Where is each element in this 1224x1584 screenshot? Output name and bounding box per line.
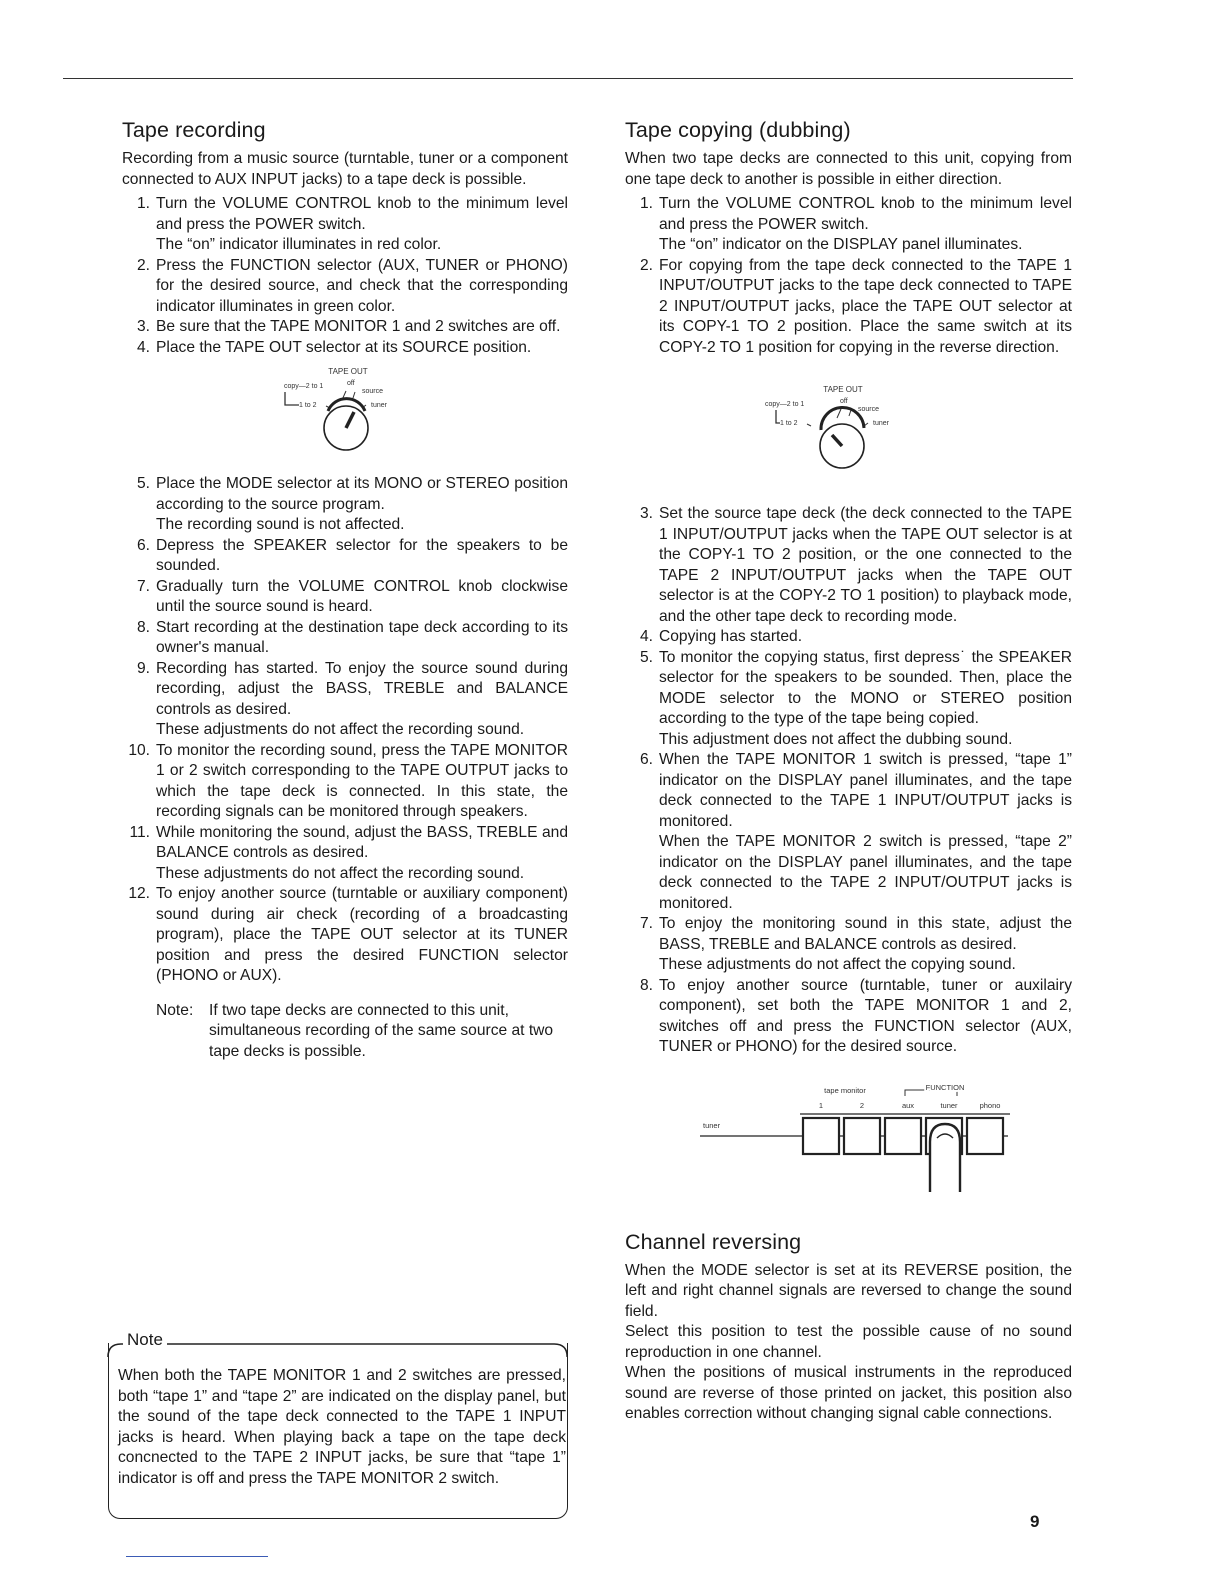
step-number: 6. — [136, 536, 150, 554]
step-text: To monitor the recording sound, press the TAPE MONITOR 1 or 2 switch corresponding to the TAPE OUTPUT jacks to which the tape deck is connected. In this state, the recording signals can be monitored through speakers. — [156, 741, 568, 820]
step-text: Depress the SPEAKER selector for the speakers to be sounded. — [156, 536, 568, 574]
knob-copy12: 1 to 2 — [299, 402, 317, 409]
step-text: To monitor the copying status, first depress˙ the SPEAKER selector for the speakers to be sounded. Then, place the MODE selector to the MONO or STEREO position according to the type of the tape being copied. — [659, 648, 1072, 727]
step-item — [625, 627, 1072, 648]
step-number: 12. — [128, 885, 150, 902]
step-item — [122, 317, 568, 338]
panel-aux: aux — [901, 1100, 915, 1110]
step-item — [122, 194, 568, 256]
step-number: 4. — [136, 338, 150, 356]
panel-function: FUNCTION — [925, 1082, 965, 1092]
knob-source-r: source — [858, 406, 880, 413]
panel-left-label: tuner — [703, 1120, 721, 1130]
tape-out-knob-figure-right — [625, 358, 1072, 504]
left-column — [122, 118, 568, 1062]
note-box-text: When both the TAPE MONITOR 1 and 2 switches are pressed, both “tape 1” and “tape 2” are indicated on the display panel, but the sound of the tape deck connected to the TAPE 1 INPUT jacks is heard. When playing back a tape on the tape deck concnected to the TAPE 2 INPUT jacks, be sure that “tape 1” indicator is off and press the TAPE MONITOR 2 switch. — [118, 1367, 566, 1487]
right-column — [625, 118, 1072, 1425]
step-text: Turn the VOLUME CONTROL knob to the minimum level and press the POWER switch. — [659, 195, 1072, 233]
step-subtext: These adjustments do not affect the copying sound. — [659, 956, 1016, 973]
step-text: Gradually turn the VOLUME CONTROL knob clockwise until the source sound is heard. — [156, 577, 568, 615]
step-item — [122, 659, 568, 741]
tape-recording-intro: Recording from a music source (turntable, tuner or a component connected to AUX INPUT jacks) to a tape deck is possible. — [122, 150, 568, 188]
channel-para-2: Select this position to test the possible cause of no sound reproduction in one channel. — [625, 1323, 1072, 1361]
step-number: 3. — [136, 318, 150, 335]
knob-title: TAPE OUT — [328, 367, 368, 376]
step-text: For copying from the tape deck connected to the TAPE 1 INPUT/OUTPUT jacks to the tape deck connected to TAPE 2 INPUT/OUTPUT jacks, place the TAPE OUT selector at its COPY-1 TO 2 position. Place the same switch at its COPY-2 TO 1 position for copying in the reverse direction. — [659, 256, 1072, 356]
knob-copy21-r: copy—2 to 1 — [765, 401, 805, 408]
note-box — [108, 1330, 568, 1519]
step-number: 8. — [639, 976, 653, 994]
step-number: 10. — [128, 741, 150, 759]
step-number: 2. — [136, 256, 150, 274]
channel-reversing-heading: Channel reversing — [625, 1229, 802, 1254]
knob-off-r: off — [840, 398, 848, 405]
panel-1: 1 — [818, 1100, 824, 1110]
step-number: 6. — [639, 751, 653, 768]
step-text: Start recording at the destination tape deck according to its owner's manual. — [156, 618, 568, 656]
tape-out-knob-diagram — [122, 358, 568, 474]
step-number: 4. — [639, 628, 653, 645]
step-subtext: The “on” indicator illuminates in red color. — [156, 236, 442, 253]
step-item — [625, 256, 1072, 359]
step-number: 1. — [639, 195, 653, 212]
step-item — [122, 577, 568, 618]
channel-para-3: When the positions of musical instruments in the reproduced sound are reverse of those printed on jacket, this position also enables correction without changing signal cable connections. — [625, 1364, 1072, 1422]
step-number: 7. — [136, 577, 150, 595]
tape-recording-steps-a — [122, 194, 568, 358]
step-number: 2. — [639, 256, 653, 274]
tape-monitor-panel-figure — [625, 1072, 1072, 1228]
step-number: 7. — [639, 915, 653, 932]
step-text: To enjoy the monitoring sound in this state, adjust the BASS, TREBLE and BALANCE controls as desired. — [659, 915, 1072, 953]
note-box-title: Note — [123, 1330, 167, 1350]
tape-recording-heading: Tape recording — [122, 118, 266, 142]
step-text: Place the MODE selector at its MONO or STEREO position according to the source program. — [156, 475, 568, 513]
step-number: 8. — [136, 618, 150, 636]
panel-tuner: tuner — [940, 1100, 958, 1110]
step-text: Set the source tape deck (the deck connected to the TAPE 1 INPUT/OUTPUT jacks when the TAPE OUT selector is at the COPY-1 TO 2 position, or the one connected to the TAPE 2 INPUT/OUTPUT jacks when the TAPE OUT selector is at the COPY-2 TO 1 position) to playback mode, and the other tape deck to recording mode. — [659, 505, 1072, 625]
step-subtext: These adjustments do not affect the recording sound. — [156, 864, 525, 882]
step-text: When the TAPE MONITOR 1 switch is pressed, “tape 1” indicator on the DISPLAY panel illuminates, and the tape deck connected to the TAPE 1 INPUT/OUTPUT jacks is monitored. — [659, 751, 1072, 830]
step-text: Turn the VOLUME CONTROL knob to the minimum level and press the POWER switch. — [156, 195, 568, 233]
step-text: Recording has started. To enjoy the source sound during recording, adjust the BASS, TREBLE and BALANCE controls as desired. — [156, 659, 568, 718]
note-label: Note: — [156, 1001, 194, 1019]
channel-reversing-body — [625, 1261, 1072, 1425]
step-item — [122, 338, 568, 359]
tape-monitor-panel-diagram — [625, 1072, 1072, 1228]
step-item — [625, 504, 1072, 627]
tape-copying-heading: Tape copying (dubbing) — [625, 118, 851, 142]
page-number: 9 — [1030, 1512, 1040, 1531]
step-item — [625, 194, 1072, 256]
tape-out-knob-diagram-copy — [625, 358, 1072, 504]
step-item — [122, 884, 568, 987]
step-item — [122, 823, 568, 885]
step-item — [122, 741, 568, 823]
panel-2: 2 — [859, 1100, 865, 1110]
tape-copying-steps-b — [625, 504, 1072, 1058]
step-text: Be sure that the TAPE MONITOR 1 and 2 switches are off. — [156, 318, 561, 335]
tape-out-knob-figure-left — [122, 358, 568, 474]
step-number: 5. — [136, 475, 150, 492]
knob-source: source — [362, 388, 384, 395]
step-number: 11. — [129, 823, 150, 841]
step-text: To enjoy another source (turntable, tuner or auxilairy component), set both the TAPE MONITOR 1 and 2, switches off and press the FUNCTION selector (AUX, TUNER or PHONO) for the desired source. — [659, 976, 1072, 1055]
step-text: Press the FUNCTION selector (AUX, TUNER or PHONO) for the desired source, and check that the corresponding indicator illuminates in green color. — [156, 256, 568, 315]
bottom-rule — [126, 1556, 268, 1557]
knob-copy21: copy—2 to 1 — [284, 383, 324, 390]
tape-recording-steps-b — [122, 474, 568, 987]
step-subtext: These adjustments do not affect the recording sound. — [156, 721, 525, 738]
step-subtext: The recording sound is not affected. — [156, 516, 405, 533]
step-item — [122, 618, 568, 659]
step-text: Place the TAPE OUT selector at its SOURCE position. — [156, 338, 532, 356]
top-rule — [63, 78, 1073, 79]
knob-copy12-r: 1 to 2 — [780, 420, 798, 427]
step-number: 9. — [136, 659, 150, 677]
step-item — [625, 648, 1072, 751]
knob-tuner-r: tuner — [873, 420, 889, 427]
note-box-top-border — [107, 1343, 568, 1357]
step-item — [625, 976, 1072, 1058]
panel-phono: phono — [979, 1100, 1001, 1110]
step-subtext: This adjustment does not affect the dubbing sound. — [659, 730, 1013, 748]
note-text: If two tape decks are connected to this unit, simultaneous recording of the same source at two tape decks is possible. — [209, 1001, 554, 1060]
step-item — [122, 256, 568, 318]
knob-tuner: tuner — [371, 402, 387, 409]
step-subtext: When the TAPE MONITOR 2 switch is pressed, “tape 2” indicator on the DISPLAY panel illuminates, and the tape deck connected to the TAPE 2 INPUT/OUTPUT jacks is monitored. — [659, 833, 1072, 912]
step-text: While monitoring the sound, adjust the BASS, TREBLE and BALANCE controls as desired. — [156, 823, 568, 861]
step-subtext: The “on” indicator on the DISPLAY panel illuminates. — [659, 236, 1023, 253]
step-number: 5. — [639, 648, 653, 666]
step-number: 3. — [639, 505, 653, 522]
tape-recording-note — [122, 1001, 568, 1063]
knob-title-r: TAPE OUT — [823, 385, 863, 394]
step-item — [122, 474, 568, 536]
step-item — [625, 914, 1072, 976]
panel-tape-monitor: tape monitor — [824, 1085, 866, 1095]
step-item — [122, 536, 568, 577]
channel-para-1: When the MODE selector is set at its REVERSE position, the left and right channel signals are reversed to change the sound field. — [625, 1261, 1072, 1320]
tape-copying-steps-a — [625, 194, 1072, 358]
step-number: 1. — [136, 195, 150, 212]
step-text: To enjoy another source (turntable or auxiliary component) sound during air check (recording of a broadcasting program), place the TAPE OUT selector at its TUNER position and press the desired FUNCTION selector (PHONO or AUX). — [156, 885, 568, 984]
step-text: Copying has started. — [659, 628, 803, 645]
step-item — [625, 750, 1072, 914]
tape-copying-intro: When two tape decks are connected to this unit, copying from one tape deck to another is possible in either direction. — [625, 150, 1072, 188]
knob-off: off — [347, 380, 355, 387]
